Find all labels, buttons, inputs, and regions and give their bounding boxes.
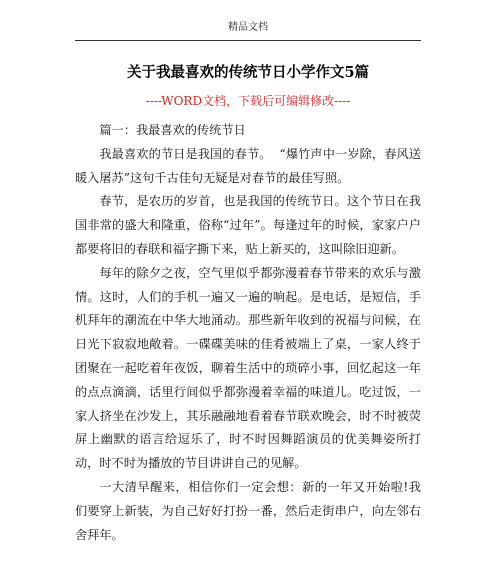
document-subtitle: ----WORD文档，下载后可编辑修改----	[145, 94, 351, 108]
section-heading: 篇一：我最喜欢的传统节日	[99, 123, 246, 137]
header-divider	[75, 40, 421, 41]
body-paragraph: 春节，是农历的岁首，也是我国的传统节日。这个节日在我国非常的盛大和隆重，俗称“过年”。每逢过年的时候，家家户户都要将旧的春联和福字撕下来，贴上新买的，这叫除旧迎新。	[75, 194, 421, 256]
document-title: 关于我最喜欢的传统节日小学作文5篇	[126, 64, 370, 81]
document-body	[75, 119, 421, 547]
body-paragraph: 一大清早醒来，相信你们一定会想：新的一年又开始啦!我们要穿上新装，为自己好好打扮一番，然后走街串户，向左邻右舍拜年。	[75, 479, 421, 542]
body-paragraph: 每年的除夕之夜，空气里似乎都弥漫着春节带来的欢乐与激情。这时，人们的手机一遍又一遍的响起。是电话，是短信，手机拜年的潮流在中华大地涌动。那些新年收到的祝福与问候，在日光下寂寂地敞着。一碟碟美味的佳肴被端上了桌，一家人终于团聚在一起吃着年夜饭，聊着生活中的琐碎小事，回忆起这一年的点点滴滴，话里行间似乎都弥漫着幸福的味道儿。吃过饭，一家人挤坐在沙发上，其乐融融地看着春节联欢晚会，时不时被荧屏上幽默的语言给逗乐了，时不时因舞蹈演员的优美舞姿所打动，时不时为播放的节目讲讲自己的见解。	[75, 265, 421, 471]
body-paragraph: 我最喜欢的节日是我国的春节。 “爆竹声中一岁除，春风送暖入屠苏”这句千古佳句无疑是对春节的最佳写照。	[75, 146, 421, 185]
page-header-label: 精品文档	[228, 22, 268, 33]
